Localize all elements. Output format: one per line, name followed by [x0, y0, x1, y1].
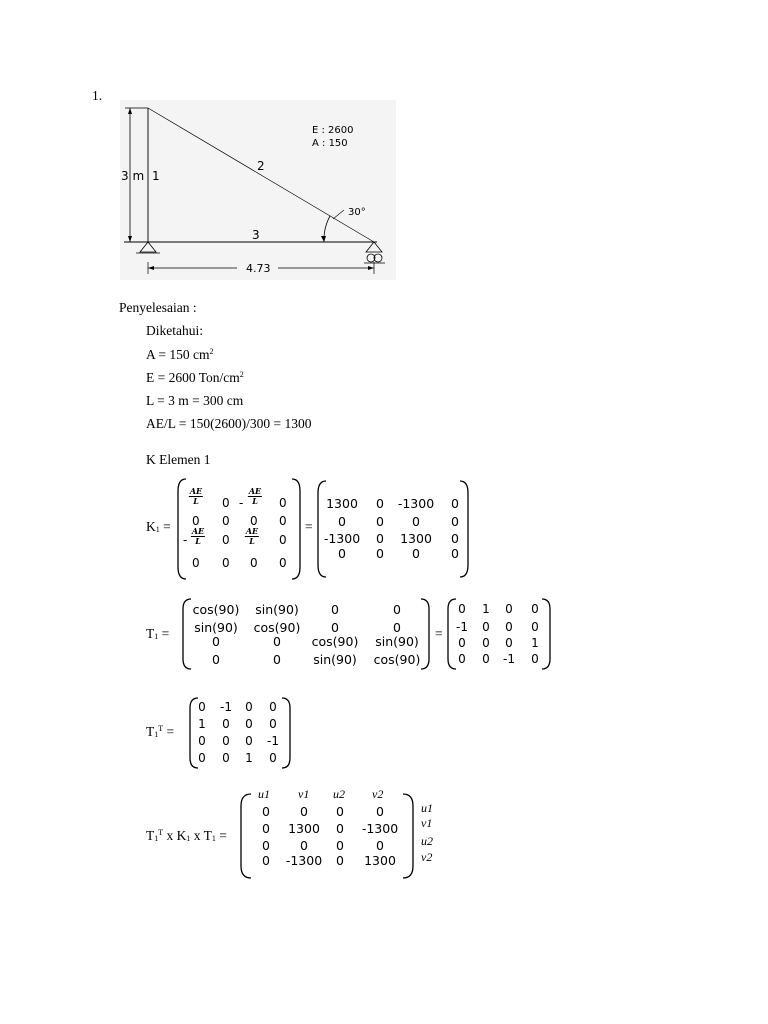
- t1-numeric-cell-1-4: 0: [531, 602, 539, 616]
- product-cell-1-4: 0: [376, 804, 384, 819]
- product-row-label-1: u1: [421, 801, 433, 815]
- product-cell-2-4: -1300: [361, 821, 399, 836]
- product-col-label-1: u1: [258, 787, 270, 801]
- t1-numeric-cell-4-4: 0: [531, 652, 539, 666]
- t1-symbolic-cell-4-1: 0: [212, 652, 220, 667]
- product-col-label-2: v1: [298, 787, 310, 801]
- t1-symbolic-cell-1-3: 0: [331, 602, 339, 617]
- t1-numeric-cell-3-3: 0: [505, 636, 513, 650]
- t1t-numeric-cell-4-1: 0: [198, 751, 206, 765]
- product-cell-4-1: 0: [262, 853, 270, 868]
- t1-symbolic-cell-3-2: 0: [273, 634, 281, 649]
- product-col-label-3: u2: [333, 787, 345, 801]
- t1t-numeric-cell-2-3: 0: [245, 717, 253, 731]
- product-row-label-4: v2: [421, 850, 433, 864]
- k1-numeric-cell-1-2: 0: [376, 496, 384, 511]
- a-label: A : 150: [312, 138, 348, 149]
- t1-symbolic-cell-4-2: 0: [273, 652, 281, 667]
- product-cell-2-1: 0: [262, 821, 270, 836]
- t1-equals: =: [435, 626, 443, 641]
- t1t-numeric-cell-3-1: 0: [198, 734, 206, 748]
- t1t-numeric-cell-1-3: 0: [245, 700, 253, 714]
- t1t-numeric-cell-1-2: -1: [220, 700, 232, 714]
- t1-numeric-cell-3-1: 0: [458, 636, 466, 650]
- k1-numeric-cell-2-4: 0: [451, 514, 459, 529]
- member-1-label: 1: [152, 169, 160, 183]
- k1-frac-31: $\frac{AE}{L}$: [191, 526, 205, 546]
- t1-symbolic-cell-2-1: sin(90): [194, 620, 238, 635]
- k1-numeric-cell-2-2: 0: [376, 514, 384, 529]
- k1-numeric-cell-2-3: 0: [412, 514, 420, 529]
- truss-figure: [112, 100, 397, 280]
- t1t-numeric-cell-3-4: -1: [267, 734, 279, 748]
- t1-numeric-cell-3-4: 1: [531, 636, 539, 650]
- ael-line: AE/L = 150(2600)/300 = 1300: [146, 416, 312, 431]
- t1-numeric-cell-2-1: -1: [456, 620, 468, 634]
- k1-numeric-cell-4-4: 0: [451, 546, 459, 561]
- t1-numeric-cell-2-2: 0: [482, 620, 490, 634]
- t1-symbolic-cell-2-3: 0: [331, 620, 339, 635]
- t1t-numeric-cell-2-1: 1: [198, 717, 206, 731]
- product-label: $T1^T$ x K1 x T1 =: [146, 828, 227, 843]
- k1-numeric-cell-3-2: 0: [376, 531, 384, 546]
- product-cell-4-3: 0: [336, 853, 344, 868]
- t1-numeric-cell-2-4: 0: [531, 620, 539, 634]
- t1t-label: $T1^T$ =: [146, 724, 175, 739]
- t1-numeric-cell-3-2: 0: [482, 636, 490, 650]
- t1-symbolic-cell-2-4: 0: [393, 620, 401, 635]
- penyelesaian-heading: Penyelesaian :: [119, 300, 197, 315]
- product-cell-4-2: -1300: [285, 853, 323, 868]
- product-row-label-3: u2: [421, 834, 433, 848]
- k1-frac-11: $\frac{AE}{L}$: [189, 486, 203, 506]
- modulus-line: E = 2600 Ton/$cm^2$: [146, 370, 244, 385]
- product-cell-3-1: 0: [262, 838, 270, 853]
- product-cell-3-2: 0: [300, 838, 308, 853]
- product-cell-4-4: 1300: [364, 853, 396, 868]
- t1-numeric-cell-4-2: 0: [482, 652, 490, 666]
- t1-symbolic-cell-2-2: cos(90): [253, 620, 301, 635]
- t1-label: T1 =: [146, 626, 170, 641]
- problem-number: 1.: [92, 88, 103, 103]
- product-cell-3-3: 0: [336, 838, 344, 853]
- t1-symbolic-cell-3-1: 0: [212, 634, 220, 649]
- t1-symbolic-cell-1-1: cos(90): [192, 602, 240, 617]
- product-cell-2-2: 1300: [288, 821, 320, 836]
- k1-numeric-cell-3-4: 0: [451, 531, 459, 546]
- t1t-numeric-cell-2-2: 0: [222, 717, 230, 731]
- e-label: E : 2600: [312, 125, 354, 136]
- t1t-numeric-cell-3-3: 0: [245, 734, 253, 748]
- k1-label: K1 =: [146, 519, 171, 534]
- k1-numeric-cell-2-1: 0: [338, 514, 346, 529]
- height-label: 3 m: [121, 169, 145, 183]
- k1-numeric-cell-4-3: 0: [412, 546, 420, 561]
- product-cell-1-3: 0: [336, 804, 344, 819]
- k1-numeric-cell-4-2: 0: [376, 546, 384, 561]
- t1-symbolic-cell-3-3: cos(90): [311, 634, 359, 649]
- t1-numeric-cell-4-3: -1: [503, 652, 515, 666]
- t1-symbolic-cell-3-4: sin(90): [375, 634, 419, 649]
- t1-numeric-cell-1-3: 0: [505, 602, 513, 616]
- product-cell-1-1: 0: [262, 804, 270, 819]
- product-cell-3-4: 0: [376, 838, 384, 853]
- figure-background: [120, 100, 396, 280]
- t1t-numeric-cell-2-4: 0: [269, 717, 277, 731]
- t1-symbolic-cell-4-4: cos(90): [373, 652, 421, 667]
- t1t-numeric-cell-1-4: 0: [269, 700, 277, 714]
- t1-numeric-cell-1-1: 0: [458, 602, 466, 616]
- k1-numeric-cell-1-3: -1300: [397, 496, 435, 511]
- product-cell-1-2: 0: [300, 804, 308, 819]
- t1-numeric-cell-1-2: 1: [482, 602, 490, 616]
- k1-frac-33: $\frac{AE}{L}$: [245, 526, 259, 546]
- k1-frac-13: $\frac{AE}{L}$: [248, 486, 262, 506]
- member-3-label: 3: [252, 228, 260, 242]
- member-2-label: 2: [257, 159, 265, 173]
- k1-numeric-cell-3-3: 1300: [400, 531, 432, 546]
- t1-numeric-cell-2-3: 0: [505, 620, 513, 634]
- t1t-numeric-cell-3-2: 0: [222, 734, 230, 748]
- t1-symbolic-cell-1-2: sin(90): [255, 602, 299, 617]
- t1t-numeric-cell-1-1: 0: [198, 700, 206, 714]
- length-line: L = 3 m = 300 cm: [146, 393, 244, 408]
- product-cell-2-3: 0: [336, 821, 344, 836]
- span-label: 4.73: [246, 262, 271, 275]
- t1-symbolic-cell-4-3: sin(90): [313, 652, 357, 667]
- product-row-label-2: v1: [421, 816, 433, 830]
- t1-symbolic-cell-1-4: 0: [393, 602, 401, 617]
- k1-equals: =: [305, 519, 313, 534]
- k1-numeric-cell-1-4: 0: [451, 496, 459, 511]
- k1-numeric-cell-1-1: 1300: [326, 496, 358, 511]
- diketahui-label: Diketahui:: [146, 323, 203, 338]
- k-elemen-heading: K Elemen 1: [146, 452, 211, 467]
- t1t-numeric-cell-4-4: 0: [269, 751, 277, 765]
- k1-numeric-cell-4-1: 0: [338, 546, 346, 561]
- angle-label: 30°: [348, 207, 366, 218]
- t1-numeric-cell-4-1: 0: [458, 652, 466, 666]
- t1t-numeric-cell-4-2: 0: [222, 751, 230, 765]
- area-line: A = 150 $cm^2$: [146, 347, 214, 362]
- k1-numeric-brackets: [316, 479, 470, 579]
- product-col-label-4: v2: [372, 787, 384, 801]
- t1t-numeric-cell-4-3: 1: [245, 751, 253, 765]
- k1-numeric-cell-3-1: -1300: [323, 531, 361, 546]
